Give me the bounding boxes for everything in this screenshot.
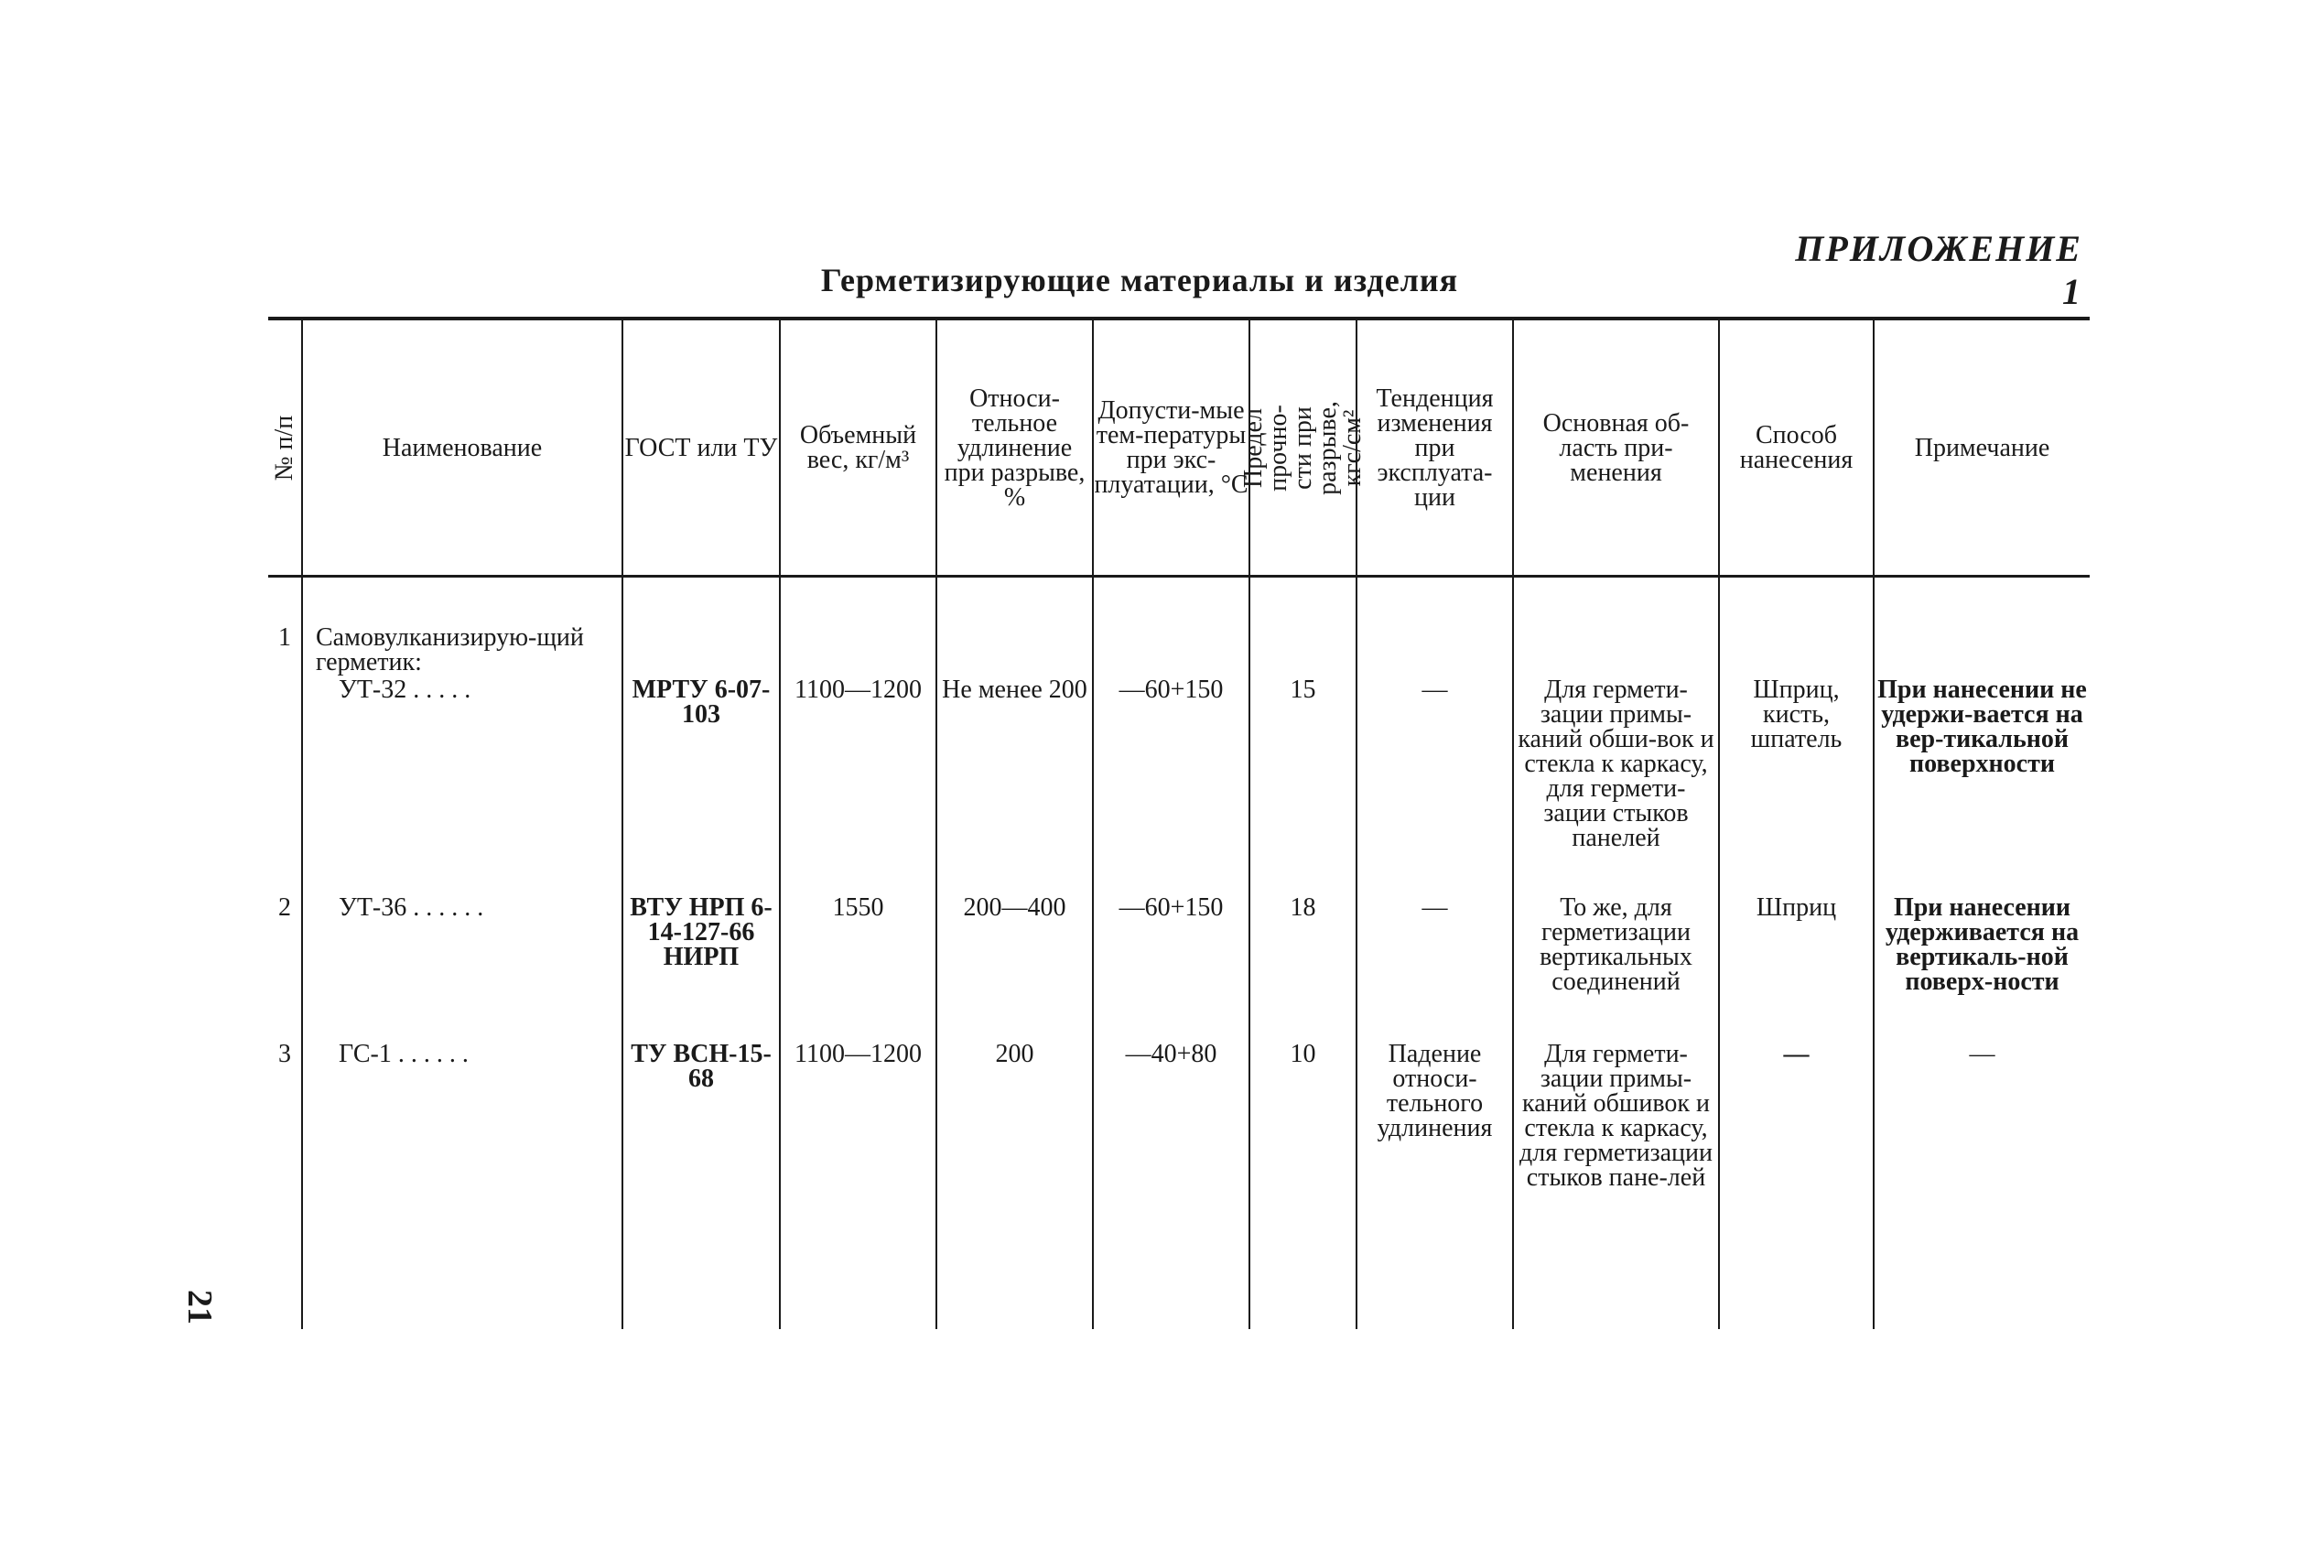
header-temperature: Допусти-мые тем-пературы при экс-плуатации, °С [1094,396,1248,499]
row-1-group: Самовулканизирую-щий герметик: [316,623,584,676]
row-1-name: УТ-32 . . . . . [339,676,471,704]
row-3-application: Для гермети-зации примы-каний обшивок и стекла к каркасу, для герметизации стыков пане-лей [1519,1040,1713,1192]
header-num: № п/п [270,415,299,481]
row-3-name: ГС-1 . . . . . . [339,1040,469,1068]
header-strength: Предел прочно-сти при разрыве, кгс/см² [1239,400,1367,495]
header-elongation: Относи-тельное удлинение при разрыве, % [944,384,1086,512]
row-1-num: 1 [278,623,291,652]
row-3-method: — [1783,1040,1810,1068]
header-name: Наименование [382,433,543,462]
table-top-rule [268,317,2090,320]
row-2-note: При нанесении удерживается на вертикаль-ной поверх-ности [1885,893,2080,996]
page-number: 21 [180,1290,219,1325]
row-1-temperature: —60+150 [1119,676,1224,704]
row-1-method: Шприц, кисть, шпатель [1750,676,1843,753]
row-2-num: 2 [278,893,291,922]
header-gost: ГОСТ или ТУ [624,433,778,462]
row-2-name: УТ-36 . . . . . . [339,893,484,922]
header-method: Способ нанесения [1739,421,1854,474]
row-1-application: Для гермети-зации примы-каний обши-вок и стекла к каркасу, для гермети-зации стыков панелей [1518,676,1714,852]
row-1-elongation: Не менее 200 [942,676,1087,704]
row-2-gost: ВТУ НРП 6-14-127-66 НИРП [630,893,773,971]
row-2-elongation: 200—400 [963,893,1066,922]
row-2-temperature: —60+150 [1119,893,1224,922]
row-3-strength: 10 [1290,1040,1316,1068]
row-3-temperature: —40+80 [1125,1040,1217,1068]
row-1-density: 1100—1200 [794,676,922,704]
row-3-num: 3 [278,1040,291,1068]
row-1-strength: 15 [1290,676,1316,704]
table-title: Герметизирующие материалы и изделия [820,262,1459,298]
row-3-density: 1100—1200 [794,1040,922,1068]
header-density: Объемный вес, кг/м³ [799,421,917,474]
row-2-density: 1550 [832,893,884,922]
row-3-elongation: 200 [995,1040,1034,1068]
header-note: Примечание [1914,433,2050,462]
row-3-tendency: Падение относи-тельного удлинения [1377,1040,1493,1142]
row-2-method: Шприц [1756,893,1837,922]
row-2-strength: 18 [1290,893,1316,922]
row-3-gost: ТУ ВСН-15-68 [631,1040,772,1093]
row-2-application: То же, для герметизации вертикальных соединений [1540,893,1692,996]
header-application: Основная об-ласть при-менения [1542,408,1690,487]
row-2-tendency: — [1421,893,1448,922]
row-1-tendency: — [1421,676,1448,704]
appendix-label: ПРИЛОЖЕНИЕ 1 [1795,228,2082,312]
header-tendency: Тенденция изменения при эксплуата-ции [1376,384,1494,512]
row-1-gost: МРТУ 6-07-103 [632,676,771,729]
header-bottom-rule [268,575,2090,578]
row-3-note: — [1969,1040,1995,1068]
row-1-note: При нанесении не удержи-вается на вер-тикальной поверхности [1877,676,2087,778]
